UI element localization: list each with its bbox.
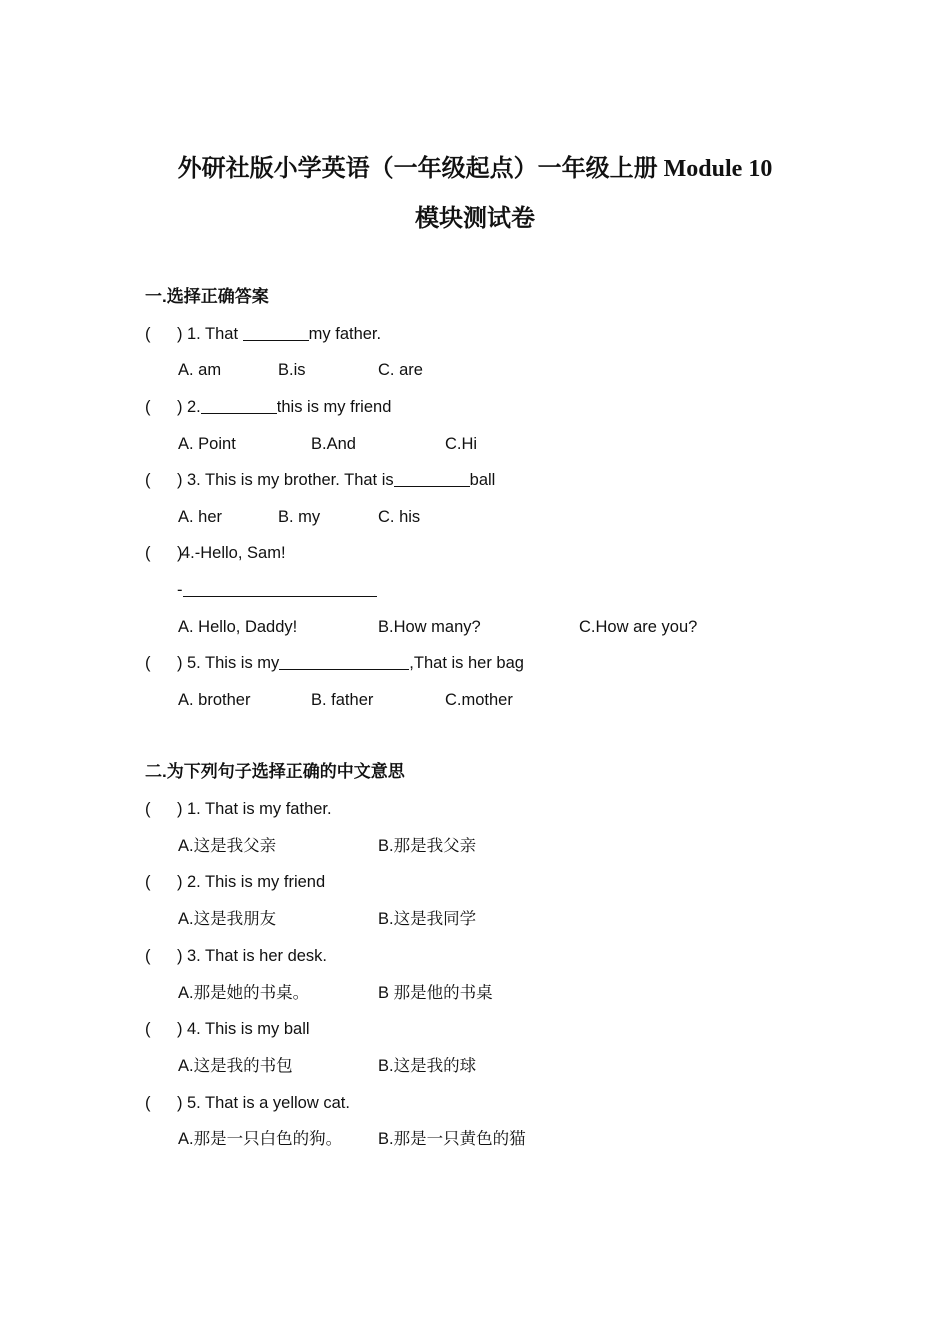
answer-paren-close: )	[177, 800, 183, 818]
answer-blank[interactable]	[201, 397, 277, 414]
question-text: 2. This is my friend	[187, 873, 326, 891]
answer-blank[interactable]	[279, 653, 409, 670]
question-text: 5. This is my ,That is her bag	[187, 654, 524, 672]
option-a[interactable]: A.那是她的书桌。	[178, 984, 310, 1002]
answer-paren-open: (	[145, 398, 151, 416]
question-text: 4.-Hello, Sam!	[181, 544, 286, 562]
option-c[interactable]: C.Hi	[445, 435, 478, 453]
question-text: 4. This is my ball	[187, 1020, 310, 1038]
option-b[interactable]: B.这是我同学	[378, 910, 477, 928]
option-a[interactable]: A.那是一只白色的狗。	[178, 1130, 343, 1148]
option-b[interactable]: B.那是我父亲	[378, 837, 477, 855]
s2-question-5	[0, 1091, 950, 1115]
option-c[interactable]: C. his	[378, 508, 421, 526]
answer-paren-open: (	[145, 873, 151, 891]
question-text: 2. this is my friend	[187, 398, 392, 416]
answer-paren-open: (	[145, 654, 151, 672]
s1-answer-line-4	[0, 578, 950, 602]
s1-options-3	[0, 505, 950, 529]
s1-question-4	[0, 541, 950, 565]
answer-paren-open: (	[145, 1094, 151, 1112]
option-a[interactable]: A.这是我朋友	[178, 910, 277, 928]
answer-paren-close: )	[177, 325, 183, 343]
s2-options-4	[0, 1054, 950, 1078]
option-b[interactable]: B.这是我的球	[378, 1057, 477, 1075]
s1-question-3	[0, 468, 950, 492]
option-a[interactable]: A.这是我的书包	[178, 1057, 293, 1075]
answer-line: -	[177, 578, 377, 602]
answer-paren-close: )	[177, 471, 183, 489]
section-2-heading: 二.为下列句子选择正确的中文意思	[145, 762, 405, 781]
s2-question-4	[0, 1017, 950, 1041]
answer-paren-open: (	[145, 800, 151, 818]
option-a[interactable]: A. Point	[178, 435, 236, 453]
option-b[interactable]: B.And	[311, 435, 356, 453]
answer-paren-open: (	[145, 325, 151, 343]
question-text: 3. That is her desk.	[187, 947, 328, 965]
option-a[interactable]: A. her	[178, 508, 223, 526]
answer-blank[interactable]	[243, 324, 309, 341]
option-c[interactable]: C.How are you?	[579, 618, 698, 636]
question-text: 1. That is my father.	[187, 800, 332, 818]
option-b[interactable]: B 那是他的书桌	[378, 984, 493, 1002]
answer-blank[interactable]	[183, 580, 377, 597]
s2-question-1	[0, 797, 950, 821]
answer-paren-close: )	[177, 398, 183, 416]
s1-options-4	[0, 615, 950, 639]
s2-options-5	[0, 1127, 950, 1151]
option-a[interactable]: A. brother	[178, 691, 251, 709]
answer-paren-close: )	[177, 1020, 183, 1038]
s2-options-2	[0, 907, 950, 931]
option-b[interactable]: B.is	[278, 361, 306, 379]
answer-blank[interactable]	[394, 470, 470, 487]
question-text: 5. That is a yellow cat.	[187, 1094, 350, 1112]
answer-paren-close: )	[177, 947, 183, 965]
option-a[interactable]: A. am	[178, 361, 222, 379]
s1-question-2	[0, 395, 950, 419]
s1-options-2	[0, 432, 950, 456]
answer-paren-open: (	[145, 544, 151, 562]
option-b[interactable]: B.How many?	[378, 618, 481, 636]
s1-question-1	[0, 322, 950, 346]
question-text: 3. This is my brother. That is ball	[187, 471, 496, 489]
question-text: 1. That my father.	[187, 325, 382, 343]
s2-options-1	[0, 834, 950, 858]
option-a[interactable]: A.这是我父亲	[178, 837, 277, 855]
option-a[interactable]: A. Hello, Daddy!	[178, 618, 298, 636]
option-b[interactable]: B. my	[278, 508, 321, 526]
answer-paren-open: (	[145, 947, 151, 965]
answer-paren-close: )	[177, 654, 183, 672]
answer-paren-open: (	[145, 471, 151, 489]
option-c[interactable]: C. are	[378, 361, 423, 379]
s1-options-5	[0, 688, 950, 712]
s2-question-3	[0, 944, 950, 968]
option-c[interactable]: C.mother	[445, 691, 513, 709]
s1-question-5	[0, 651, 950, 675]
answer-paren-close: )	[177, 873, 183, 891]
option-b[interactable]: B. father	[311, 691, 374, 709]
section-1-heading: 一.选择正确答案	[145, 287, 269, 306]
s2-question-2	[0, 870, 950, 894]
document-subtitle: 模块测试卷	[415, 206, 535, 232]
s1-options-1	[0, 358, 950, 382]
answer-paren-open: (	[145, 1020, 151, 1038]
s2-options-3	[0, 981, 950, 1005]
option-b[interactable]: B.那是一只黄色的猫	[378, 1130, 526, 1148]
document-title: 外研社版小学英语（一年级起点）一年级上册 Module 10	[177, 156, 773, 182]
answer-paren-close: )	[177, 544, 183, 562]
answer-paren-close: )	[177, 1094, 183, 1112]
